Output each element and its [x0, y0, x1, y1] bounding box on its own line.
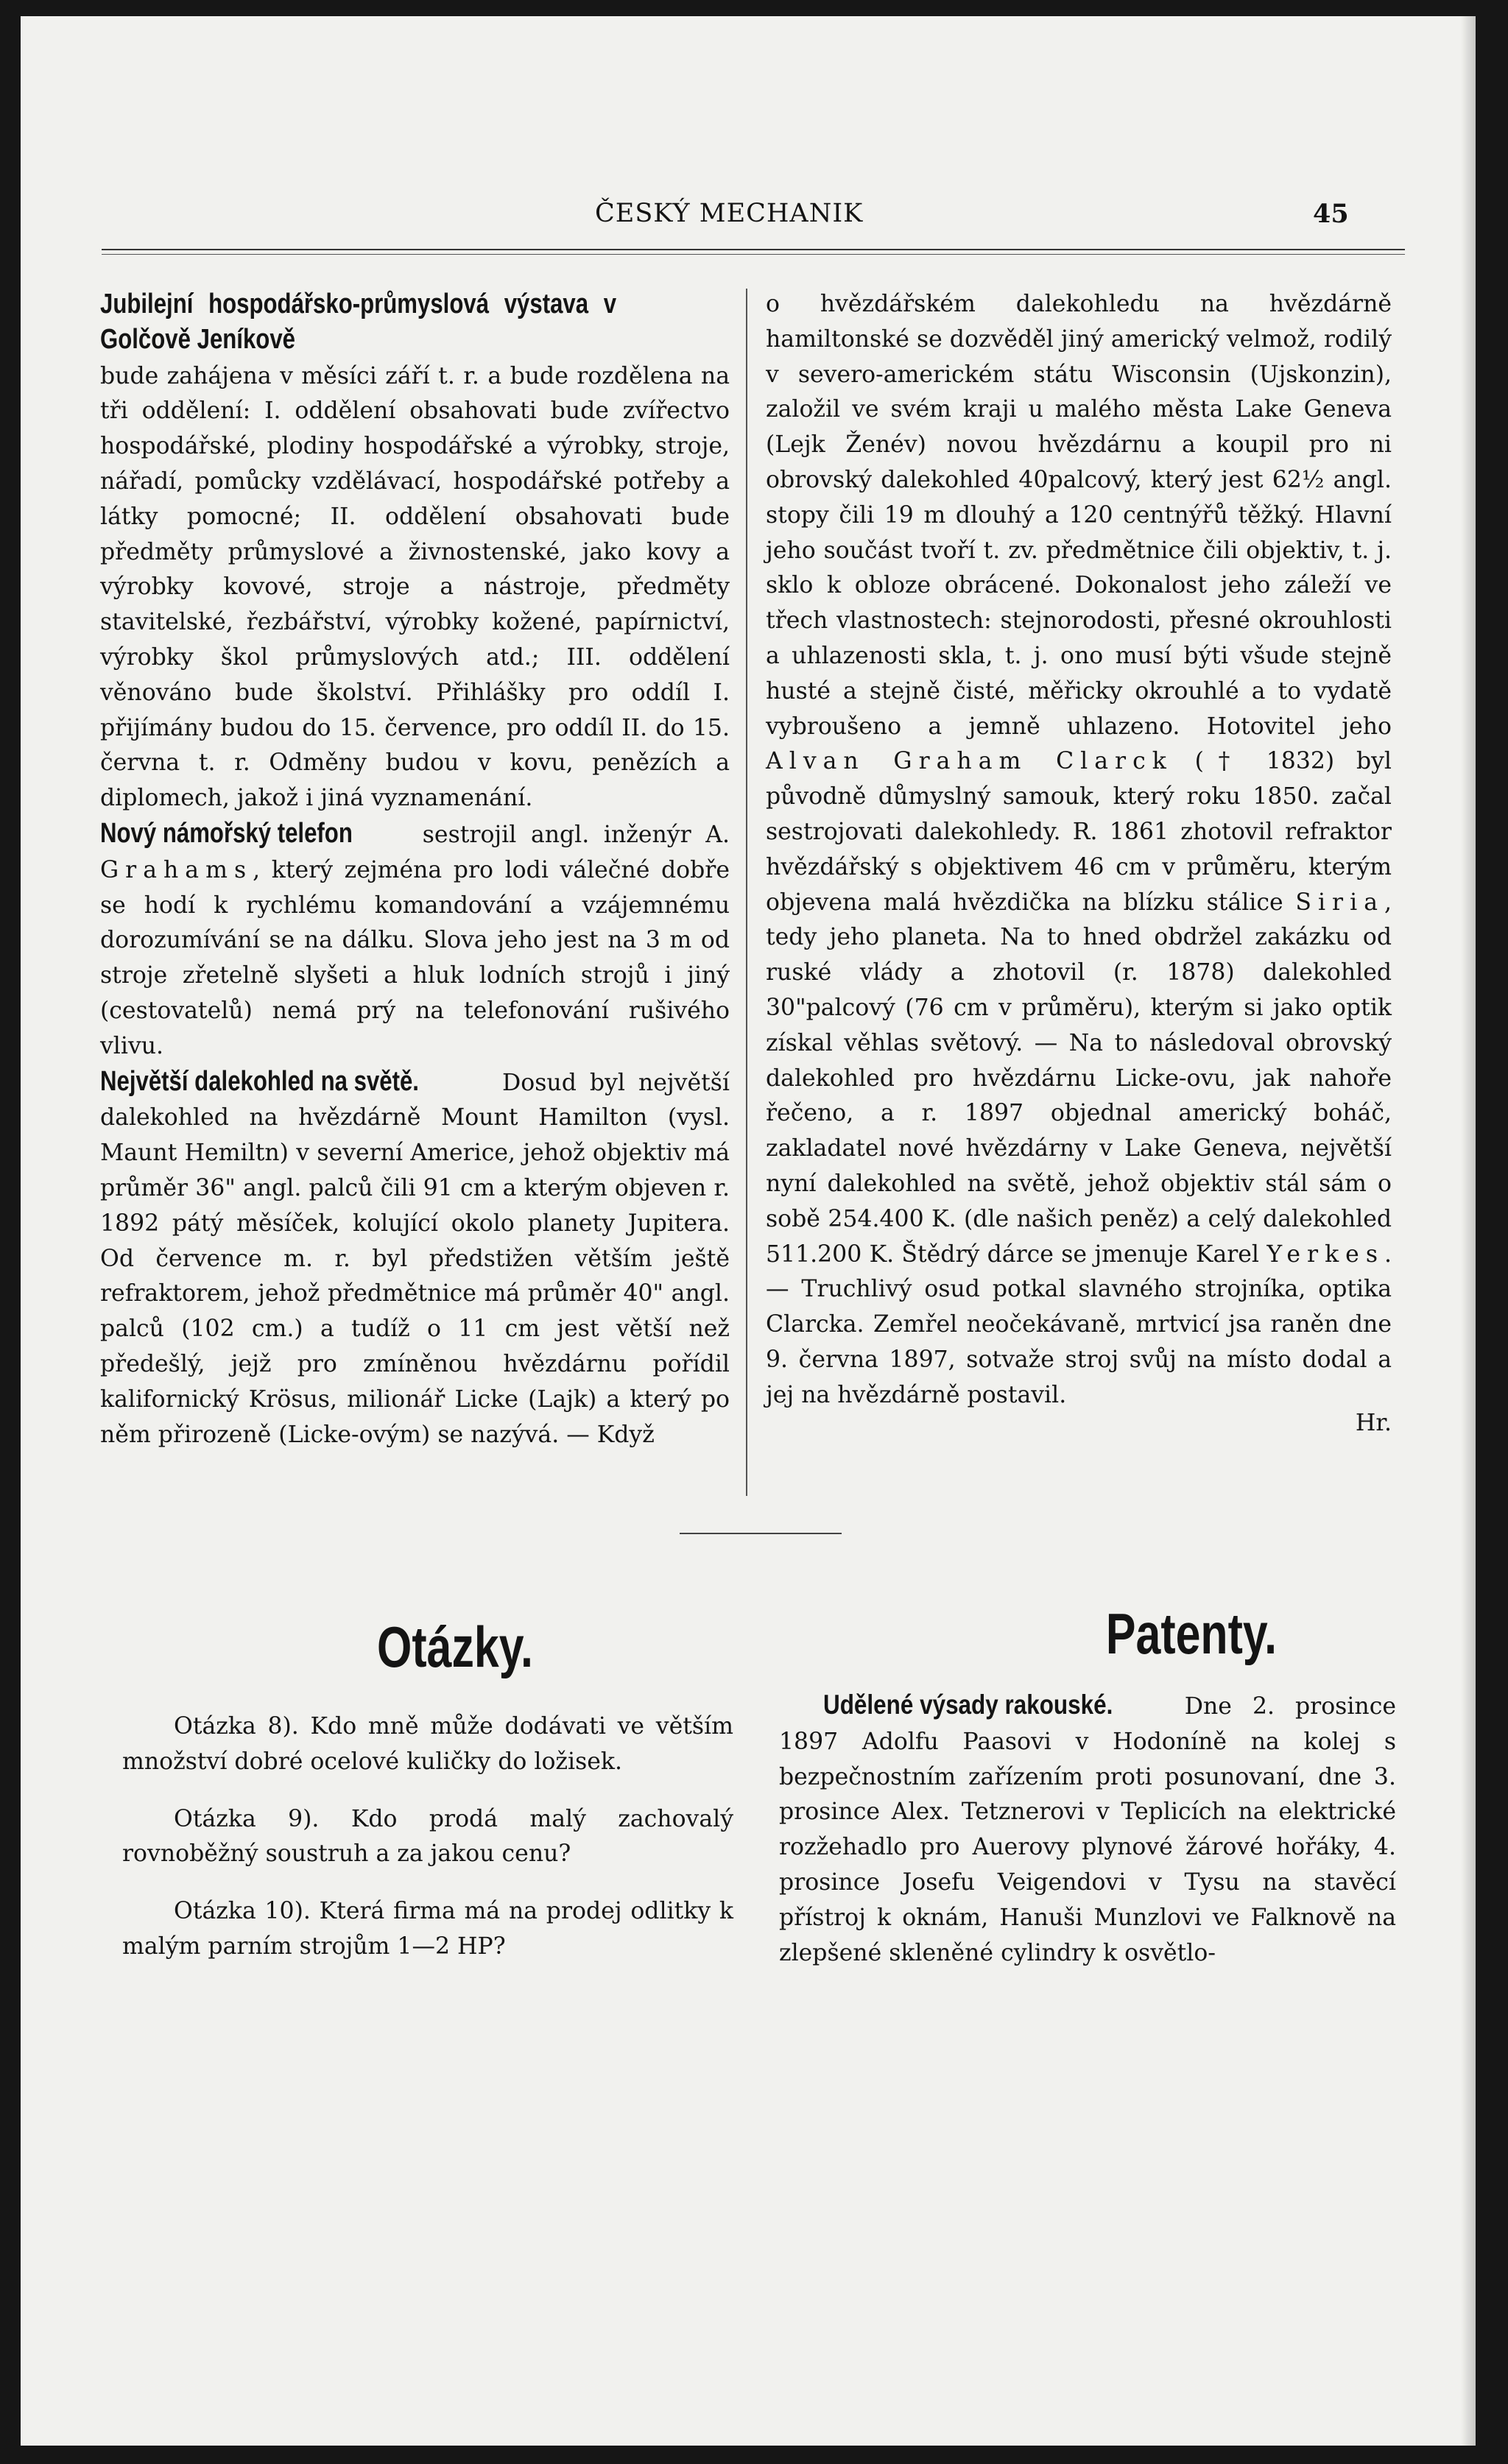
article-body: , tedy jeho planeta. Na to hned obdržel zakázku od ruské vlády a zhotovil (r. 1878) dalekohled 30"palcový (76 cm v průměru), kterým si jako optik získal věhlas světový. — Na to následoval obrovský dalekohled pro hvězdárnu Licke-ovu, jak nahoře řečeno, a r. 1897 objednal americký boháč, zakladatel nové hvězdárny v Lake Geneva, největší nyní dalekohled na světě, jehož objektiv stál sám o sobě 254.400 K. (dle našich peněz) a celý dalekohled 511.200 K. Štědrý dárce se jmenuje Karel — [766, 889, 1392, 1268]
article-heading: Jubilejní hospodářsko-průmyslová výstava v Golčově Jeníkově — [100, 289, 617, 355]
running-title: ČESKÝ MECHANIK — [595, 199, 864, 228]
article-exhibition — [100, 287, 730, 816]
article-body: . — Truchlivý osud potkal slavného strojníka, optika Clarcka. Zemřel neočekávaně, mrtvicí jsa raněn dne 9. června 1897, sotvaže stroj svůj na místo dodal a jej na hvězdárně postavil. — [766, 1240, 1392, 1408]
header-rule-bottom — [102, 254, 1405, 255]
page — [21, 16, 1476, 2446]
page-edge-shadow — [1461, 16, 1476, 2446]
patents-body: Dne 2. prosince 1897 Adolfu Paasovi v Hodoníně na kolej s bezpečnostním zařízením proti posunovaní, dne 3. prosince Alex. Tetznerovi v Teplicích na elektrické rozžehadlo pro Auerovy plynové žárové hořáky, 4. prosince Josefu Veigendovi v Tysu na stavěcí přístroj k oknám, Hanuši Munzlovi ve Falknově na zlepšené skleněné cylindry k osvětlo- — [779, 1693, 1396, 1966]
section-separator — [680, 1533, 842, 1534]
patents-paragraph — [779, 1687, 1396, 1971]
article-body: Dosud byl největší dalekohled na hvězdárně Mount Hamilton (vysl. Maunt Hemiltn) v severní Americe, jehož objektiv má průměr 36" angl. palců čili 91 cm a kterým objeven r. 1892 pátý měsíček, kolující okolo planety Jupitera. Od července m. r. byl předstižen větším ještě refraktorem, jehož předmětnice má průměr 40" angl. palců (102 cm.) a tudíž o 11 cm jest větší než předešlý, jejž pro zmíněnou hvězdárnu pořídil kalifornický Krösus, milionář Licke (Lajk) a který po něm přirozeně (Licke-ovým) se nazývá. — Když — [100, 1069, 730, 1448]
page-header — [21, 190, 1476, 234]
page-number: 45 — [1313, 199, 1349, 229]
star-name: Siria — [1295, 889, 1384, 916]
article-telescope-continued — [766, 287, 1392, 1413]
article-body: sestrojil angl. inženýr A. — [422, 821, 730, 848]
section-title-patents: Patenty. — [1105, 1601, 1278, 1666]
person-name: Grahams — [100, 856, 253, 883]
article-telescope — [100, 1065, 730, 1453]
person-name: Yerkes — [1266, 1240, 1384, 1268]
article-heading: Největší dalekohled na světě. — [100, 1065, 419, 1097]
author-signature: Hr. — [1355, 1409, 1392, 1436]
header-rule-top — [102, 249, 1405, 250]
article-body: bude zahájena v měsíci září t. r. a bude rozdělena na tři oddělení: I. oddělení obsahovati bude zvířectvo hospodářské, plodiny hospodářské a výrobky, stroje, nářadí, pomůcky vzdělávací, hospodářské potřeby a látky pomocné; II. oddělení obsahovati bude předměty průmyslové a živnostenské, jako kovy a výrobky kovové, stroje a nástroje, předměty stavitelské, řezbářství, výrobky kožené, papírnictví, výrobky škol průmyslových atd.; III. oddělení věnováno bude školství. Přihlášky pro oddíl I. přijímány budou do 15. července, pro oddíl II. do 15. června t. r. Odměny budou v kovu, penězích a diplomech, jakož i jiná vyznamenání. — [100, 362, 730, 812]
right-column — [766, 287, 1392, 1441]
question-item: Otázka 8). Kdo mně může dodávati ve větším množství dobré ocelové kuličky do ložisek. — [122, 1713, 733, 1775]
article-body: († 1832) byl původně důmyslný samouk, který roku 1850. začal sestrojovati dalekohledy. R. 1861 zhotovil refraktor hvězdářský s objektivem 46 cm v průměru, kterým objevena malá hvězdička na blízku stálice — [766, 748, 1392, 916]
patents-section — [779, 1687, 1396, 1971]
question-item: Otázka 9). Kdo prodá malý zachovalý rovnoběžný soustruh a za jakou cenu? — [122, 1805, 733, 1868]
article-telephone — [100, 816, 730, 1065]
column-divider — [746, 289, 747, 1496]
patents-subheading: Udělené výsady rakouské. — [823, 1690, 1113, 1720]
article-body: o hvězdářském dalekohledu na hvězdárně hamiltonské se dozvěděl jiný americký velmož, rodilý v severo-americkém státu Wisconsin (Ujskonzin), založil ve svém kraji u malého města Lake Geneva (Lejk Ženév) novou hvězdárnu a koupil pro ni obrovský dalekohled 40palcový, který jest 62½ angl. stopy čili 19 m dlouhý a 120 centnýřů těžký. Hlavní jeho součást tvoří t. zv. předmětnice čili objektiv, t. j. sklo k obloze obrácené. Dokonalost jeho záleží ve třech vlastnostech: stejnorodosti, přesné okrouhlosti a uhlazenosti skla, t. j. ono musí býti všude stejně husté a stejně čisté, měřicky okrouhlé a to vydatě vybroušeno a jemně uhlazeno. Hotovitel jeho — [766, 291, 1392, 740]
question-item: Otázka 10). Která firma má na prodej odlitky k malým parním strojům 1—2 HP? — [122, 1898, 733, 1960]
left-column — [100, 287, 730, 1452]
article-heading: Nový námořský telefon — [100, 817, 353, 849]
section-title-questions: Otázky. — [377, 1614, 533, 1679]
person-name: Alvan Graham Clarck — [766, 748, 1173, 775]
questions-section — [122, 1709, 733, 1987]
article-body: , který zejména pro lodi válečné dobře se hodí k rychlému komandování a vzájemnému dorozumívání se na dálku. Slova jeho jest na 3 m od stroje zřetelně slyšeti a hluk lodních strojů i jiný (cestovatelů) nemá prý na telefonování rušivého vlivu. — [100, 856, 730, 1059]
